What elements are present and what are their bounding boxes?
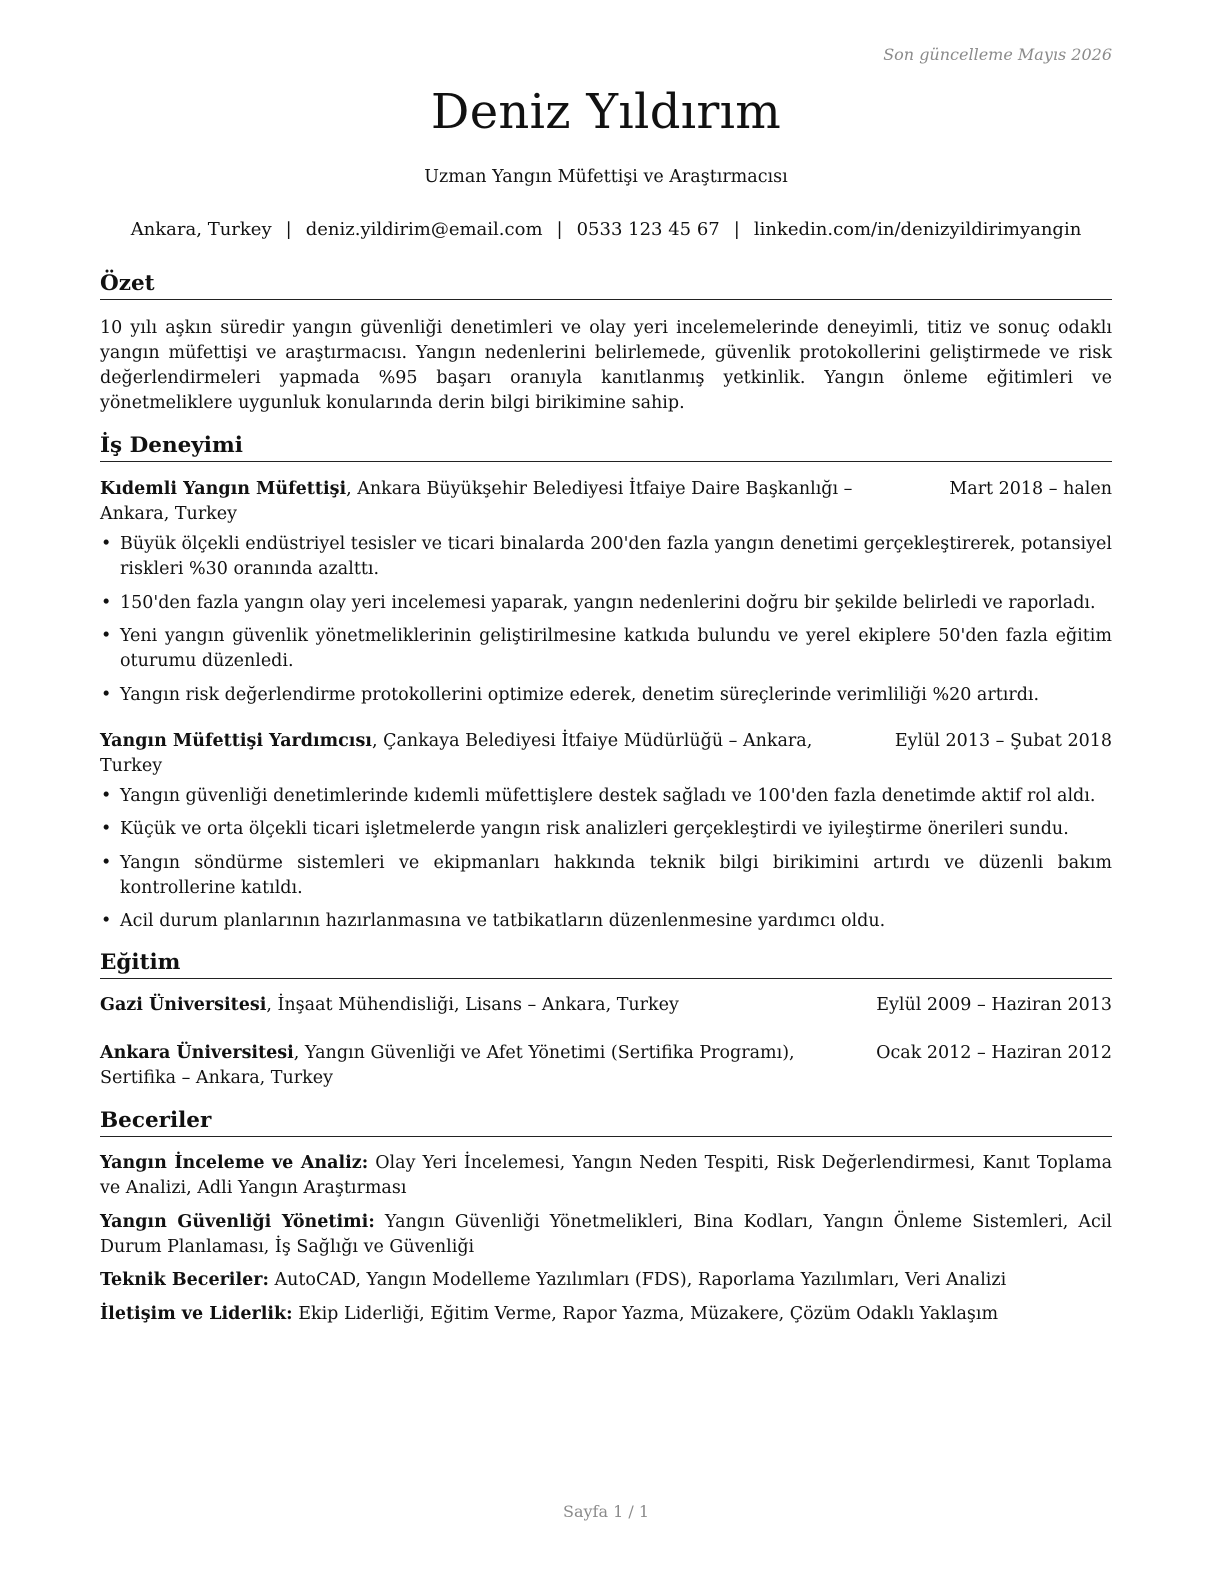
education-entry bbox=[100, 1041, 1112, 1091]
skills-list bbox=[100, 1151, 1112, 1327]
job-dates: Eylül 2013 – Şubat 2018 bbox=[894, 730, 1112, 751]
contact-location: Ankara, Turkey bbox=[130, 219, 272, 240]
job-title: Kıdemli Yangın Müfettişi bbox=[100, 479, 347, 499]
skills-section bbox=[100, 1107, 1112, 1327]
contact-separator: | bbox=[285, 219, 292, 240]
candidate-title: Uzman Yangın Müfettişi ve Araştırmacısı bbox=[424, 167, 788, 187]
summary-section bbox=[100, 270, 1112, 416]
contact-separator: | bbox=[556, 219, 563, 240]
skill-group-label: Yangın İnceleme ve Analiz: bbox=[100, 1153, 369, 1173]
skill-group bbox=[100, 1151, 1112, 1201]
education-heading: Eğitim bbox=[100, 949, 1112, 979]
contact-separator: | bbox=[733, 219, 740, 240]
contact-line bbox=[100, 219, 1112, 240]
resume-body bbox=[100, 270, 1112, 1335]
skill-group-items: Yangın Güvenliği Yönetmelikleri, Bina Kodları, Yangın Önleme Sistemleri, Acil Durum Planlaması, İş Sağlığı ve Güvenliği bbox=[100, 1211, 1112, 1257]
job-title: Yangın Müfettişi Yardımcısı bbox=[100, 730, 372, 751]
job-bullets bbox=[100, 784, 1112, 935]
skill-group-items: AutoCAD, Yangın Modelleme Yazılımları (FDS), Raporlama Yazılımları, Veri Analizi bbox=[268, 1270, 1007, 1290]
experience-heading: İş Deneyimi bbox=[100, 432, 1112, 462]
skill-group-items: Ekip Liderliği, Eğitim Verme, Rapor Yazma, Müzakere, Çözüm Odaklı Yaklaşım bbox=[292, 1303, 999, 1324]
job-header bbox=[100, 477, 1112, 527]
education-section bbox=[100, 949, 1112, 1091]
summary-text: 10 yılı aşkın süredir yangın güvenliği denetimleri ve olay yeri incelemelerinde deneyimli, titiz ve sonuç odaklı yangın müfettişi ve araştırmacısı. Yangın nedenlerini belirlemede, güvenlik protokollerini geliştirmede ve risk değerlendirmeleri yapmada %95 başarı oranıyla kanıtlanmış yetkinlik. Yangın önleme eğitimleri ve yönetmeliklere uygunluk konularında derin bilgi birikimine sahip. bbox=[100, 318, 1112, 413]
skill-group-label: Yangın Güvenliği Yönetimi: bbox=[100, 1211, 375, 1232]
contact-linkedin: linkedin.com/in/denizyildirimyangin bbox=[753, 219, 1082, 240]
job-bullet: • 150'den fazla yangın olay yeri incelemesi yaparak, yangın nedenlerini doğru bir şekilde belirledi ve raporladı. bbox=[100, 591, 1112, 616]
job-entry bbox=[100, 477, 1112, 708]
job-bullet: • Büyük ölçekli endüstriyel tesisler ve ticari binalarda 200'den fazla yangın denetimi gerçekleştirerek, potansiyel riskleri %30 oranında azalttı. bbox=[100, 532, 1112, 582]
skill-group-label: İletişim ve Liderlik: bbox=[100, 1303, 293, 1324]
job-organization: , Ankara Büyükşehir Belediyesi İtfaiye Daire Başkanlığı – Ankara, Turkey bbox=[100, 479, 853, 524]
contact-phone: 0533 123 45 67 bbox=[576, 219, 720, 240]
education-detail: , Yangın Güvenliği ve Afet Yönetimi (Sertifika Programı), Sertifika – Ankara, Turkey bbox=[100, 1043, 795, 1088]
job-bullet: • Küçük ve orta ölçekli ticari işletmelerde yangın risk analizleri gerçekleştirdi ve iyileştirme önerileri sundu. bbox=[100, 817, 1112, 842]
job-bullets bbox=[100, 532, 1112, 708]
contact-email: deniz.yildirim@email.com bbox=[305, 219, 543, 240]
education-entry bbox=[100, 993, 1112, 1018]
job-bullet: • Yangın risk değerlendirme protokollerini optimize ederek, denetim süreçlerinde verimliliği %20 artırdı. bbox=[100, 683, 1112, 708]
page-number: Sayfa 1 / 1 bbox=[562, 1502, 649, 1521]
education-dates: Ocak 2012 – Haziran 2012 bbox=[876, 1043, 1112, 1063]
skill-group bbox=[100, 1210, 1112, 1260]
job-organization: , Çankaya Belediyesi İtfaiye Müdürlüğü – Ankara, Turkey bbox=[100, 730, 813, 776]
skill-group-items: Olay Yeri İncelemesi, Yangın Neden Tespiti, Risk Değerlendirmesi, Kanıt Toplama ve Analizi, Adli Yangın Araştırması bbox=[100, 1153, 1113, 1198]
education-dates: Eylül 2009 – Haziran 2013 bbox=[876, 995, 1112, 1015]
job-dates: Mart 2018 – halen bbox=[949, 479, 1112, 499]
job-entry bbox=[100, 729, 1112, 935]
job-bullet: • Yangın güvenliği denetimlerinde kıdemli müfettişlere destek sağladı ve 100'den fazla denetimde aktif rol aldı. bbox=[100, 784, 1112, 809]
skill-group bbox=[100, 1268, 1112, 1293]
job-bullet: • Acil durum planlarının hazırlanmasına ve tatbikatların düzenlenmesine yardımcı oldu. bbox=[100, 909, 1112, 934]
candidate-name: Deniz Yıldırım bbox=[430, 84, 782, 140]
last-updated: Son güncelleme Mayıs 2026 bbox=[883, 45, 1112, 64]
job-bullet: • Yeni yangın güvenlik yönetmeliklerinin geliştirilmesine katkıda bulundu ve yerel ekiplere 50'den fazla eğitim oturumu düzenledi. bbox=[100, 624, 1112, 674]
experience-section bbox=[100, 432, 1112, 934]
skills-heading: Beceriler bbox=[100, 1107, 1112, 1137]
school-name: Ankara Üniversitesi bbox=[100, 1043, 294, 1063]
school-name: Gazi Üniversitesi bbox=[100, 995, 267, 1015]
job-header bbox=[100, 729, 1112, 779]
summary-heading: Özet bbox=[100, 270, 1112, 300]
skill-group-label: Teknik Beceriler: bbox=[100, 1270, 269, 1290]
job-bullet: • Yangın söndürme sistemleri ve ekipmanları hakkında teknik bilgi birikimini artırdı ve düzenli bakım kontrollerine katıldı. bbox=[100, 851, 1112, 901]
skill-group bbox=[100, 1302, 1112, 1327]
education-detail: , İnşaat Mühendisliği, Lisans – Ankara, Turkey bbox=[266, 995, 679, 1015]
